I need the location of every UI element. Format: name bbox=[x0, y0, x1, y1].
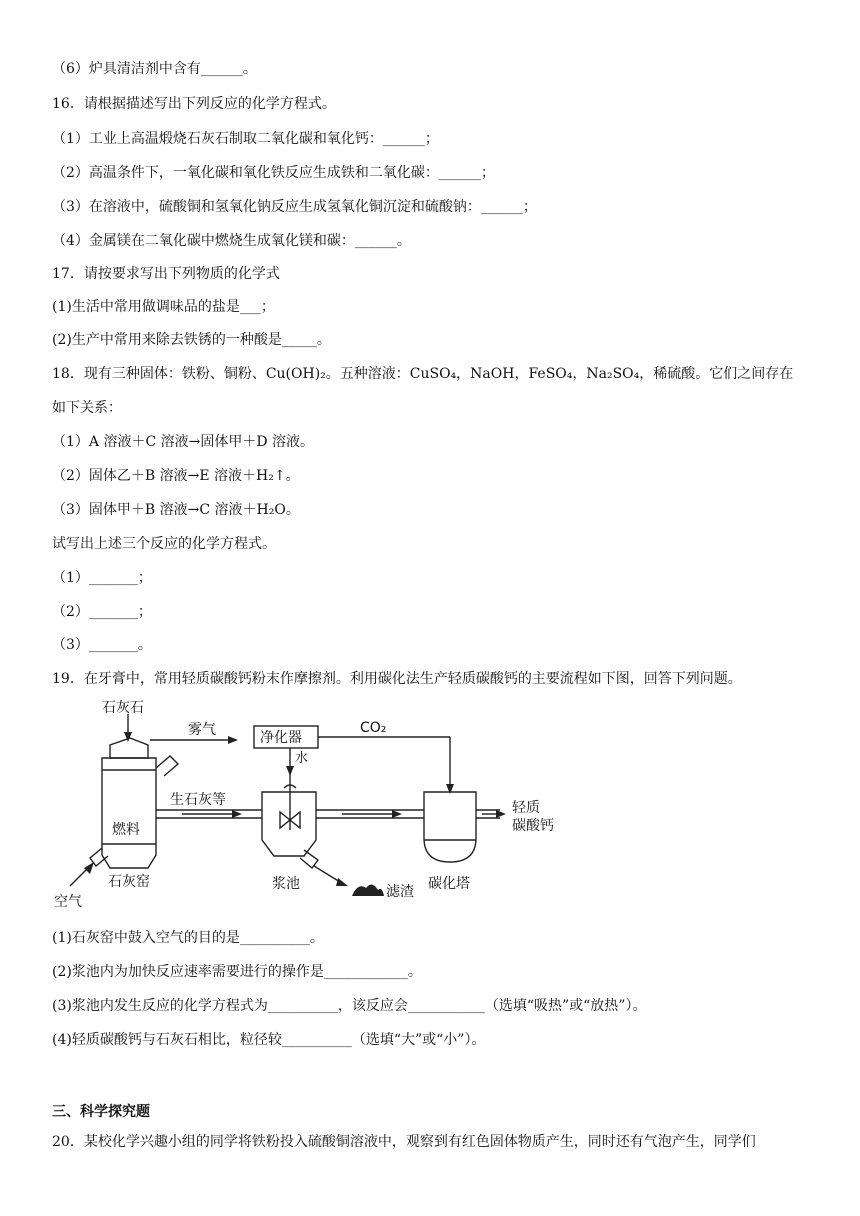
kiln-cap bbox=[110, 738, 148, 758]
question-18-answer-2: （2）_______； bbox=[52, 604, 152, 620]
question-15-6: （6）炉具清洁剂中含有______。 bbox=[52, 61, 257, 77]
label-limestone: 石灰石 bbox=[102, 700, 144, 716]
label-residue: 滤渣 bbox=[386, 884, 414, 900]
kiln-body bbox=[102, 758, 156, 868]
question-19-2: (2)浆池内为加快反应速率需要进行的操作是____________。 bbox=[52, 964, 422, 980]
question-19-title: 19．在牙膏中，常用轻质碳酸钙粉末作摩擦剂。利用碳化法生产轻质碳酸钙的主要流程如下图，回答下列问题。 bbox=[52, 671, 742, 687]
question-20-title: 20．某校化学兴趣小组的同学将铁粉投入硫酸铜溶液中，观察到有红色固体物质产生，同时还有气泡产生，同学们 bbox=[52, 1134, 756, 1150]
label-water: 水 bbox=[295, 751, 309, 766]
label-fuel: 燃料 bbox=[112, 822, 140, 838]
slurry-tank bbox=[262, 792, 316, 856]
question-18-relation-2: （2）固体乙＋B 溶液→E 溶液＋H₂↑。 bbox=[52, 468, 300, 484]
question-16-1: （1）工业上高温煅烧石灰石制取二氧化碳和氧化钙：______； bbox=[52, 131, 439, 147]
label-co2: CO₂ bbox=[360, 720, 387, 736]
residue-pile-icon bbox=[352, 884, 384, 896]
question-18-answer-3: （3）_______。 bbox=[52, 637, 152, 653]
question-17-title: 17．请按要求写出下列物质的化学式 bbox=[52, 266, 280, 282]
label-slurry: 浆池 bbox=[272, 876, 300, 892]
question-16-3: （3）在溶液中，硫酸铜和氢氧化钠反应生成氢氧化铜沉淀和硫酸钠：______； bbox=[52, 199, 537, 215]
question-18-title: 18．现有三种固体：铁粉、铜粉、Cu(OH)₂。五种溶液：CuSO₄，NaOH，FeSO₄，Na₂SO₄，稀硫酸。它们之间存在 bbox=[52, 366, 794, 382]
question-19-3: (3)浆池内发生反应的化学方程式为__________，该反应会___________（选填“吸热”或“放热”）。 bbox=[52, 998, 647, 1014]
question-17-1: (1)生活中常用做调味品的盐是___； bbox=[52, 299, 275, 315]
question-16-4: （4）金属镁在二氧化碳中燃烧生成氧化镁和碳：______。 bbox=[52, 233, 411, 249]
label-quicklime: 生石灰等 bbox=[170, 792, 226, 808]
label-air: 空气 bbox=[54, 894, 82, 910]
question-16-2: （2）高温条件下，一氧化碳和氧化铁反应生成铁和二氧化碳：______； bbox=[52, 165, 495, 181]
label-product-line2: 碳酸钙 bbox=[512, 818, 554, 834]
label-product-line1: 轻质 bbox=[512, 800, 540, 816]
label-mist: 雾气 bbox=[188, 722, 216, 738]
question-18-answer-1: （1）_______； bbox=[52, 570, 152, 586]
question-18-relation-1: （1）A 溶液＋C 溶液→固体甲＋D 溶液。 bbox=[52, 434, 315, 450]
label-kiln: 石灰窑 bbox=[108, 874, 150, 890]
question-18-title-cont: 如下关系： bbox=[52, 400, 122, 416]
carbonation-tower bbox=[424, 792, 476, 862]
process-flow-diagram bbox=[52, 700, 612, 910]
question-19-4: (4)轻质碳酸钙与石灰石相比，粒径较__________（选填“大”或“小”）。 bbox=[52, 1032, 486, 1048]
label-tower: 碳化塔 bbox=[428, 876, 470, 892]
question-19-1: (1)石灰窑中鼓入空气的目的是__________。 bbox=[52, 930, 324, 946]
section-heading: 三、科学探究题 bbox=[52, 1104, 150, 1120]
question-18-relation-3: （3）固体甲＋B 溶液→C 溶液＋H₂O。 bbox=[52, 502, 300, 518]
question-17-2: (2)生产中常用来除去铁锈的一种酸是_____。 bbox=[52, 332, 331, 348]
label-purifier: 净化器 bbox=[260, 730, 302, 746]
question-18-prompt: 试写出上述三个反应的化学方程式。 bbox=[52, 536, 276, 552]
question-16-title: 16．请根据描述写出下列反应的化学方程式。 bbox=[52, 96, 336, 112]
